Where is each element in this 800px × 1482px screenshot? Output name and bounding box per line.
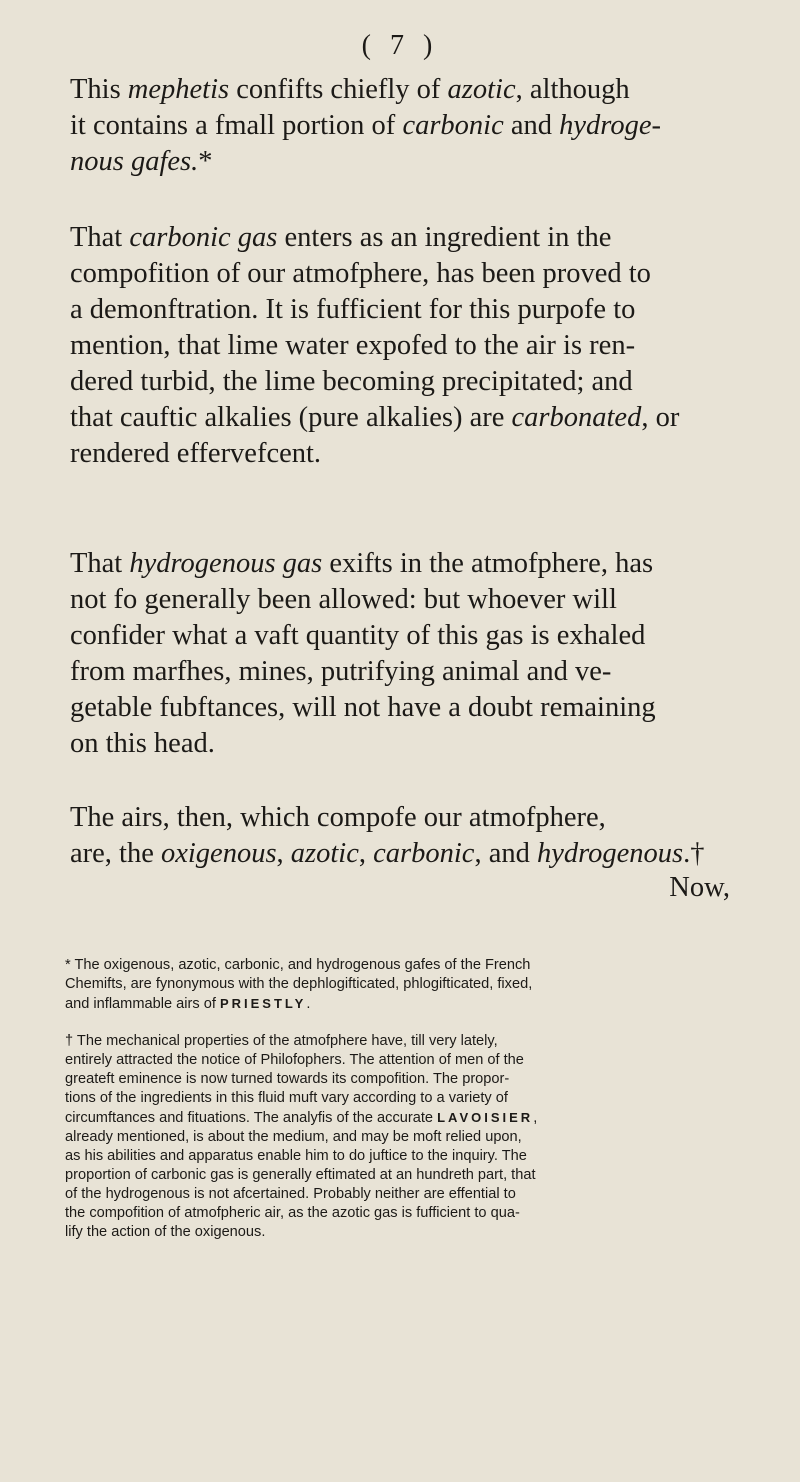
text-line: greateft eminence is now turned towards its compofition. The propor- [65,1071,510,1087]
text-line: Chemifts, are fynonymous with the dephlogifticated, phlogifticated, fixed, [65,976,533,992]
text-line: from marfhes, mines, putrifying animal and ve- [70,656,612,687]
text-line: lify the action of the oxigenous. [65,1224,266,1240]
text-line: rendered effervefcent. [70,438,322,469]
text-line: are, the oxigenous, azotic, carbonic, and hydrogenous.† [70,838,705,869]
text-line: nous gafes.* [70,146,213,177]
text-line: of the hydrogenous is not afcertained. Probably neither are effential to [65,1186,516,1202]
text-line: entirely attracted the notice of Philofophers. The attention of men of the [65,1052,524,1068]
text-line: the compofition of atmofpheric air, as the azotic gas is fufficient to qua- [65,1205,520,1221]
text-line: it contains a fmall portion of carbonic and hydroge- [70,110,661,141]
text-line: † The mechanical properties of the atmofphere have, till very lately, [65,1033,498,1049]
text-line: that cauftic alkalies (pure alkalies) are carbonated, or [70,402,680,433]
footnote-2 [65,1032,735,1242]
paragraph-4 [70,800,730,872]
text-line: confider what a vaft quantity of this gas is exhaled [70,620,646,651]
text-line: That carbonic gas enters as an ingredient in the [70,222,612,253]
catchword: Now, [669,872,730,903]
text-line: and inflammable airs of PRIESTLY. [65,996,311,1012]
paragraph-1 [70,72,730,180]
text-line: a demonftration. It is fufficient for this purpofe to [70,294,636,325]
text-line: getable fubftances, will not have a doubt remaining [70,692,656,723]
paragraph-3 [70,546,730,762]
text-line: already mentioned, is about the medium, and may be moft relied upon, [65,1129,522,1145]
text-line: not fo generally been allowed: but whoever will [70,584,617,615]
paragraph-2 [70,220,730,472]
text-line: dered turbid, the lime becoming precipitated; and [70,366,633,397]
text-line: tions of the ingredients in this fluid muft vary according to a variety of [65,1090,508,1106]
text-line: as his abilities and apparatus enable him to do juftice to the inquiry. The [65,1148,527,1164]
text-line: This mephetis confifts chiefly of azotic, although [70,74,630,105]
text-line: on this head. [70,728,215,759]
text-line: mention, that lime water expofed to the air is ren- [70,330,636,361]
text-line: That hydrogenous gas exifts in the atmofphere, has [70,548,654,579]
footnote-1 [65,956,735,1014]
text-line: compofition of our atmofphere, has been proved to [70,258,651,289]
page-number: ( 7 ) [361,30,439,61]
text-line: * The oxigenous, azotic, carbonic, and hydrogenous gafes of the French [65,957,531,973]
text-line: proportion of carbonic gas is generally eftimated at an hundreth part, that [65,1167,536,1183]
text-line: The airs, then, which compofe our atmofphere, [70,802,606,833]
text-line: circumftances and fituations. The analyfis of the accurate LAVOISIER, [65,1110,538,1126]
